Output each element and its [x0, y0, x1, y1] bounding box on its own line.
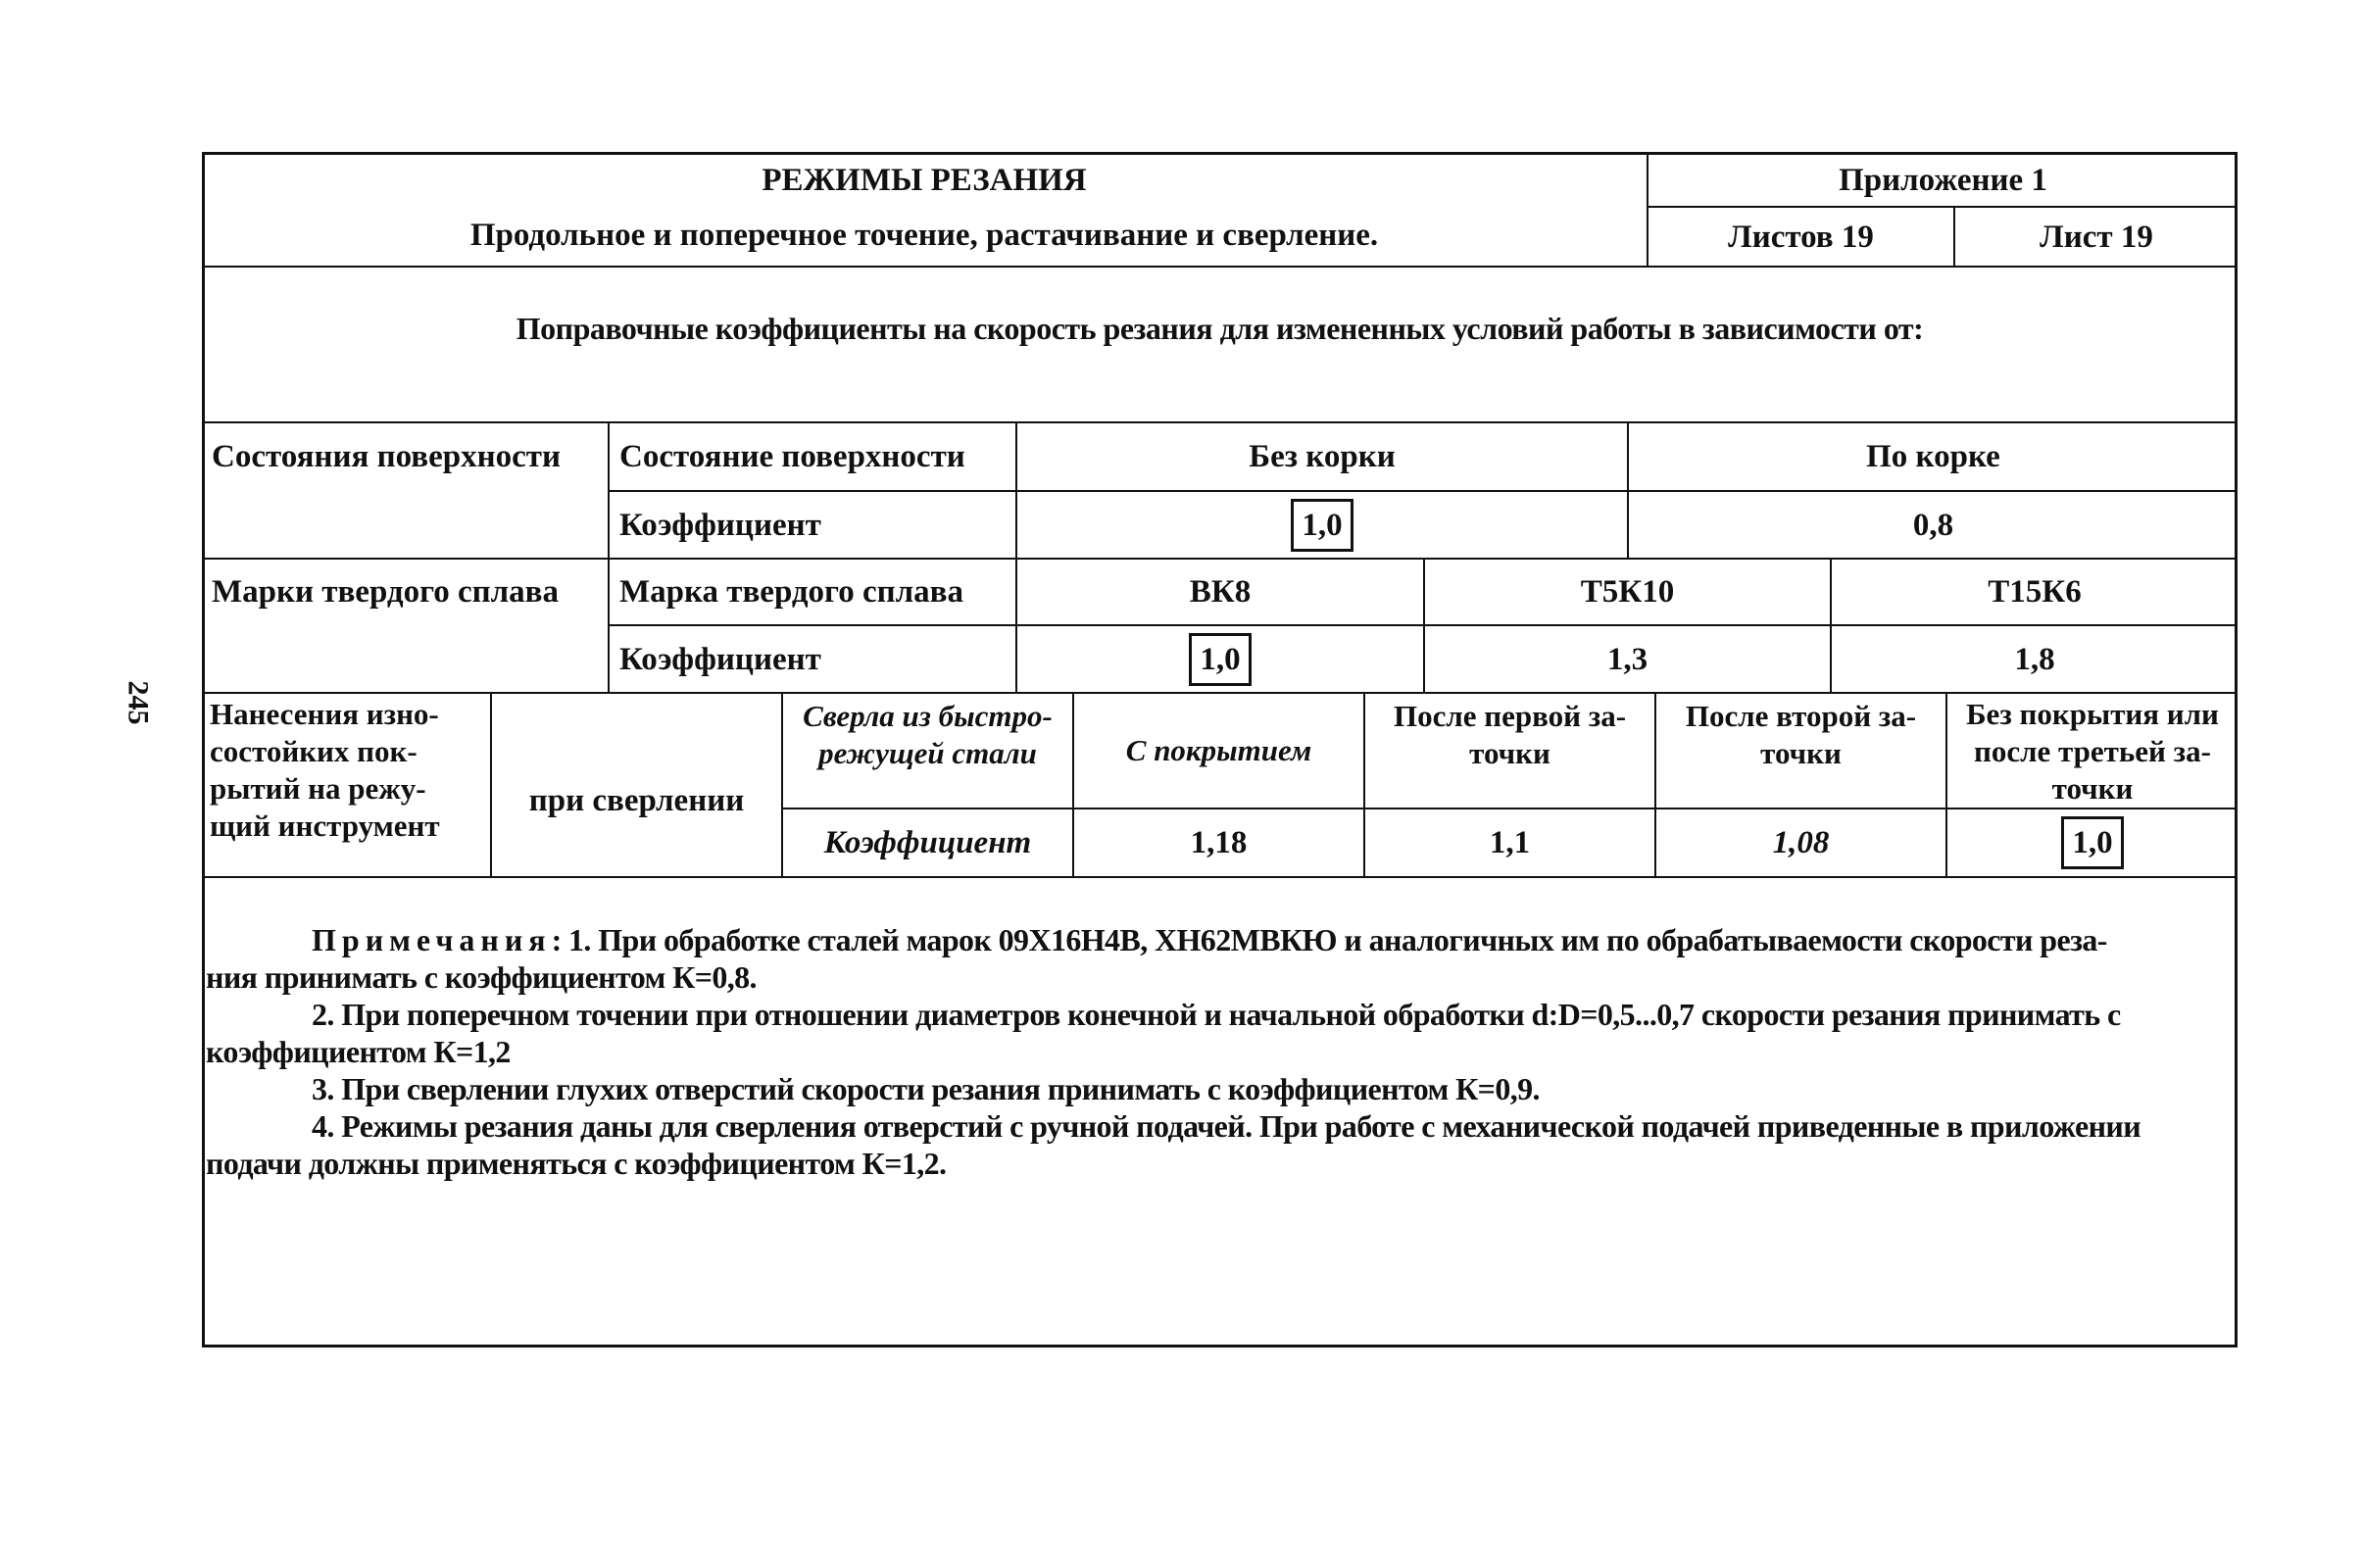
coating-coef-label: Коэффициент	[823, 825, 1032, 860]
coating-with: С покрытием	[1125, 733, 1312, 767]
coating-coef-second: 1,08	[1772, 825, 1830, 860]
header-subtitle: Продольное и поперечное точение, растачивание и сверление.	[469, 218, 1379, 253]
surface-coef-without	[1017, 492, 1627, 558]
alloy-grade-t5k10: Т5К10	[1580, 574, 1675, 610]
alloy-grade-vk8: ВК8	[1189, 574, 1252, 610]
sheet-number: Лист 19	[2040, 219, 2153, 255]
coating-coef-none-value: 1,0	[2061, 816, 2123, 869]
note-1-cont: ния принимать с коэффициентом К=0,8.	[206, 959, 757, 995]
coating-no-cover: Без покрытия или после третьей за- точки	[1966, 697, 2219, 806]
alloy-coef-label: Коэффициент	[619, 641, 821, 677]
coating-coef-none	[1947, 809, 2238, 876]
page-number: 245	[122, 680, 155, 725]
alloy-coef-vk8-value: 1,0	[1189, 633, 1251, 686]
coating-after-second: После второй за- точки	[1685, 699, 1917, 770]
alloy-group-label: Марки твердого сплава	[212, 574, 559, 610]
coating-operation: при сверлении	[528, 783, 745, 818]
alloy-grade-t15k6: Т15К6	[1988, 574, 2082, 610]
header-title: РЕЖИМЫ РЕЗАНИЯ	[762, 163, 1087, 198]
note-2: 2. При поперечном точении при отношении диаметров конечной и начальной обработки d:D=0,5...0,7 скорости резания принимать с	[312, 997, 2121, 1032]
coating-drill-label: Сверла из быстро- режущей стали	[803, 699, 1053, 770]
surface-row-label: Состояние поверхности	[619, 439, 965, 474]
notes	[206, 921, 2233, 1182]
note-4-cont: подачи должны применяться с коэффициентом К=1,2.	[206, 1146, 947, 1181]
rule-header-bottom	[202, 266, 2238, 268]
caption: Поправочные коэффициенты на скорость резания для измененных условий работы в зависимости от:	[516, 311, 1924, 346]
note-2-cont: коэффициентом К=1,2	[206, 1034, 511, 1069]
coating-coef-with: 1,18	[1190, 825, 1248, 860]
coating-coef-first: 1,1	[1489, 825, 1531, 860]
sheets-total: Листов 19	[1728, 219, 1874, 255]
note-4: 4. Режимы резания даны для сверления отверстий с ручной подачей. При работе с механической подачей приведенные в приложении	[312, 1108, 2141, 1144]
coating-after-first: После первой за- точки	[1393, 699, 1627, 770]
surface-coef-on: 0,8	[1912, 507, 1954, 543]
appendix-label: Приложение 1	[1839, 163, 2047, 198]
surface-coef-without-value: 1,0	[1291, 499, 1353, 552]
coating-group-label: Нанесения изно- состойких пок- рытий на режу- щий инструмент	[210, 697, 440, 843]
surface-without-crust: Без корки	[1249, 439, 1396, 474]
alloy-coef-t15k6: 1,8	[2014, 641, 2055, 677]
notes-prefix: Примечания	[312, 922, 552, 957]
note-1: : 1. При обработке сталей марок 09Х16Н4В, ХН62МВКЮ и аналогичных им по обрабатываемости скорости реза-	[551, 922, 2107, 957]
surface-group-label: Состояния поверхности	[212, 439, 562, 474]
alloy-coef-vk8	[1017, 626, 1423, 692]
alloy-row-label: Марка твердого сплава	[619, 574, 963, 610]
surface-on-crust: По корке	[1866, 439, 2000, 474]
note-3: 3. При сверлении глухих отверстий скорости резания принимать с коэффициентом К=0,9.	[312, 1071, 1540, 1106]
rule-coating-bottom	[202, 876, 2238, 878]
surface-coef-label: Коэффициент	[619, 507, 821, 543]
alloy-coef-t5k10: 1,3	[1606, 641, 1648, 677]
